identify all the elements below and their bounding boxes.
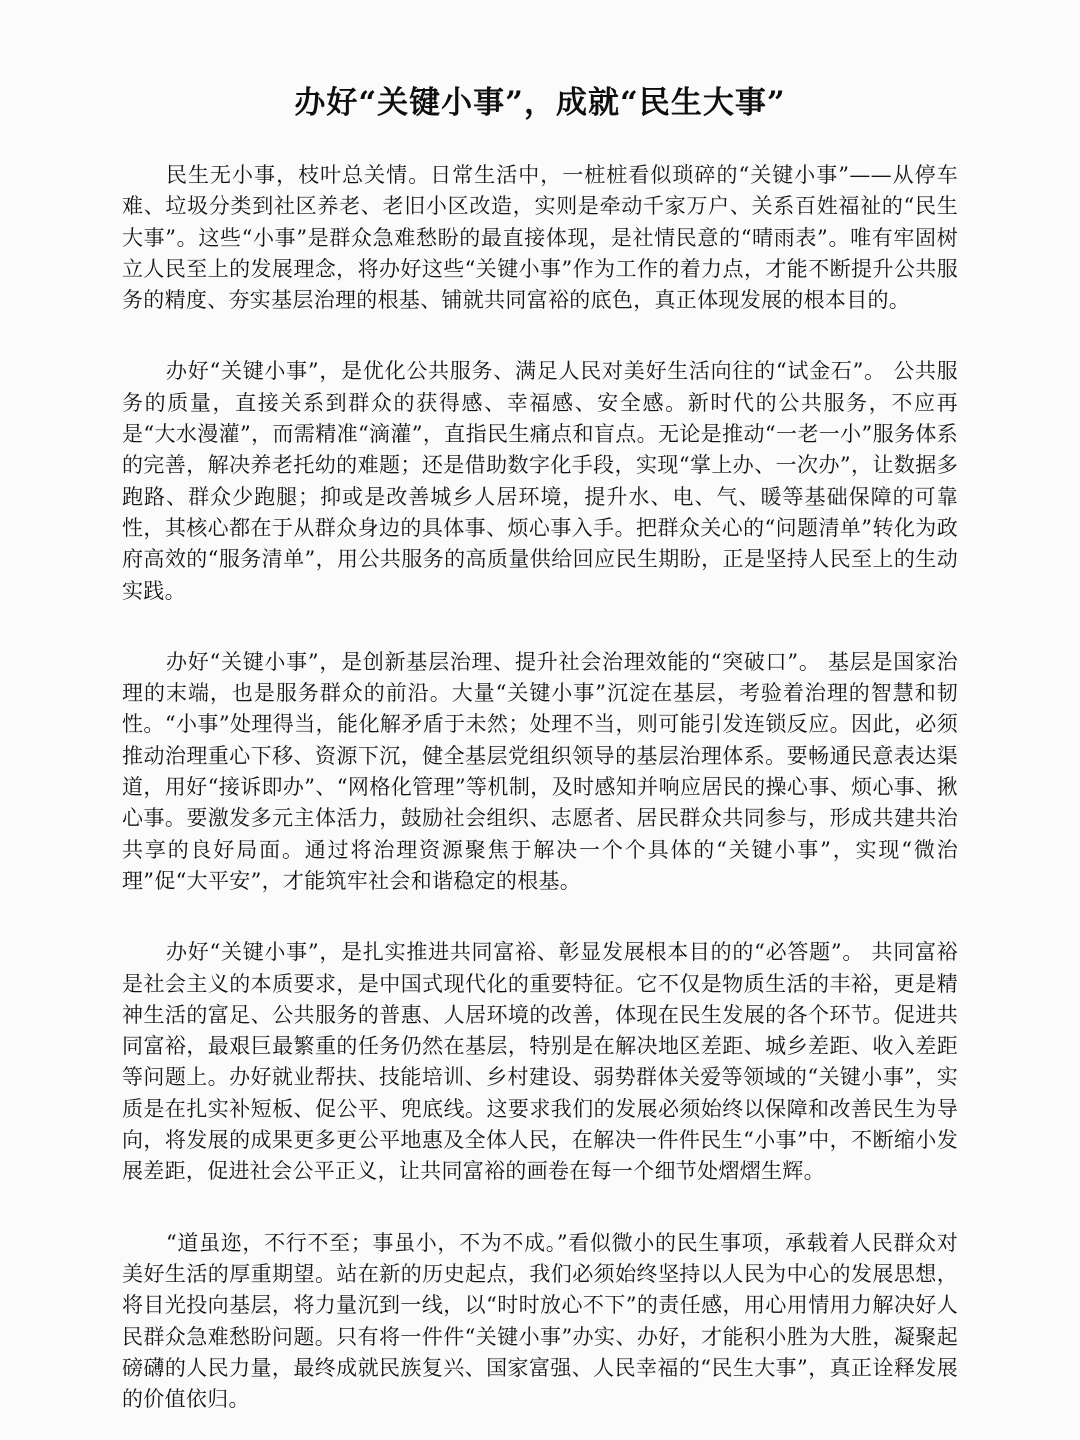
- paragraph-common-prosperity: 办好“关键小事”，是扎实推进共同富裕、彰显发展根本目的的“必答题”。 共同富裕是社会主义的本质要求，是中国式现代化的重要特征。它不仅是物质生活的丰裕，更是精神生活的富足、公共服务的普惠、人居环境的改善，体现在民生发展的各个环节。促进共同富裕，最艰巨最繁重的任务仍然在基层，特别是在解决地区差距、城乡差距、收入差距等问题上。办好就业帮扶、技能培训、乡村建设、弱势群体关爱等领域的“关键小事”，实质是在扎实补短板、促公平、兜底线。这要求我们的发展必须始终以保障和改善民生为导向，将发展的成果更多更公平地惠及全体人民，在解决一件件民生“小事”中，不断缩小发展差距，促进社会公平正义，让共同富裕的画卷在每一个细节处熠熠生辉。: [122, 940, 958, 1184]
- article-body: [122, 160, 958, 1415]
- article-title: 办好“关键小事”，成就“民生大事”: [294, 85, 786, 121]
- paragraph-conclusion: “道虽迩，不行不至；事虽小，不为不成。”看似微小的民生事项，承载着人民群众对美好生活的厚重期望。站在新的历史起点，我们必须始终坚持以人民为中心的发展思想，将目光投向基层，将力量沉到一线，以“时时放心不下”的责任感，用心用情用力解决好人民群众急难愁盼问题。只有将一件件“关键小事”办实、办好，才能积小胜为大胜，凝聚起磅礴的人民力量，最终成就民族复兴、国家富强、人民幸福的“民生大事”，真正诠释发展的价值依归。: [122, 1230, 958, 1412]
- paragraph-grassroots-governance: 办好“关键小事”，是创新基层治理、提升社会治理效能的“突破口”。 基层是国家治理的末端，也是服务群众的前沿。大量“关键小事”沉淀在基层，考验着治理的智慧和韧性。“小事”处理得当，能化解矛盾于未然；处理不当，则可能引发连锁反应。因此，必须推动治理重心下移、资源下沉，健全基层党组织领导的基层治理体系。要畅通民意表达渠道，用好“接诉即办”、“网格化管理”等机制，及时感知并响应居民的操心事、烦心事、揪心事。要激发多元主体活力，鼓励社会组织、志愿者、居民群众共同参与，形成共建共治共享的良好局面。通过将治理资源聚焦于解决一个个具体的“关键小事”，实现“微治理”促“大平安”，才能筑牢社会和谐稳定的根基。: [122, 649, 958, 893]
- paragraph-intro: 民生无小事，枝叶总关情。日常生活中，一桩桩看似琐碎的“关键小事”——从停车难、垃圾分类到社区养老、老旧小区改造，实则是牵动千家万户、关系百姓福祉的“民生大事”。这些“小事”是群众急难愁盼的最直接体现，是社情民意的“晴雨表”。唯有牢固树立人民至上的发展理念，将办好这些“关键小事”作为工作的着力点，才能不断提升公共服务的精度、夯实基层治理的根基、铺就共同富裕的底色，真正体现发展的根本目的。: [122, 163, 958, 313]
- paragraph-public-service: 办好“关键小事”，是优化公共服务、满足人民对美好生活向往的“试金石”。 公共服务的质量，直接关系到群众的获得感、幸福感、安全感。新时代的公共服务，不应再是“大水漫灌”，而需精准“滴灌”，直指民生痛点和盲点。无论是推动“一老一小”服务体系的完善，解决养老托幼的难题；还是借助数字化手段，实现“掌上办、一次办”，让数据多跑路、群众少跑腿；抑或是改善城乡人居环境，提升水、电、气、暖等基础保障的可靠性，其核心都在于从群众身边的具体事、烦心事入手。把群众关心的“问题清单”转化为政府高效的“服务清单”，用公共服务的高质量供给回应民生期盼，正是坚持人民至上的生动实践。: [122, 359, 958, 603]
